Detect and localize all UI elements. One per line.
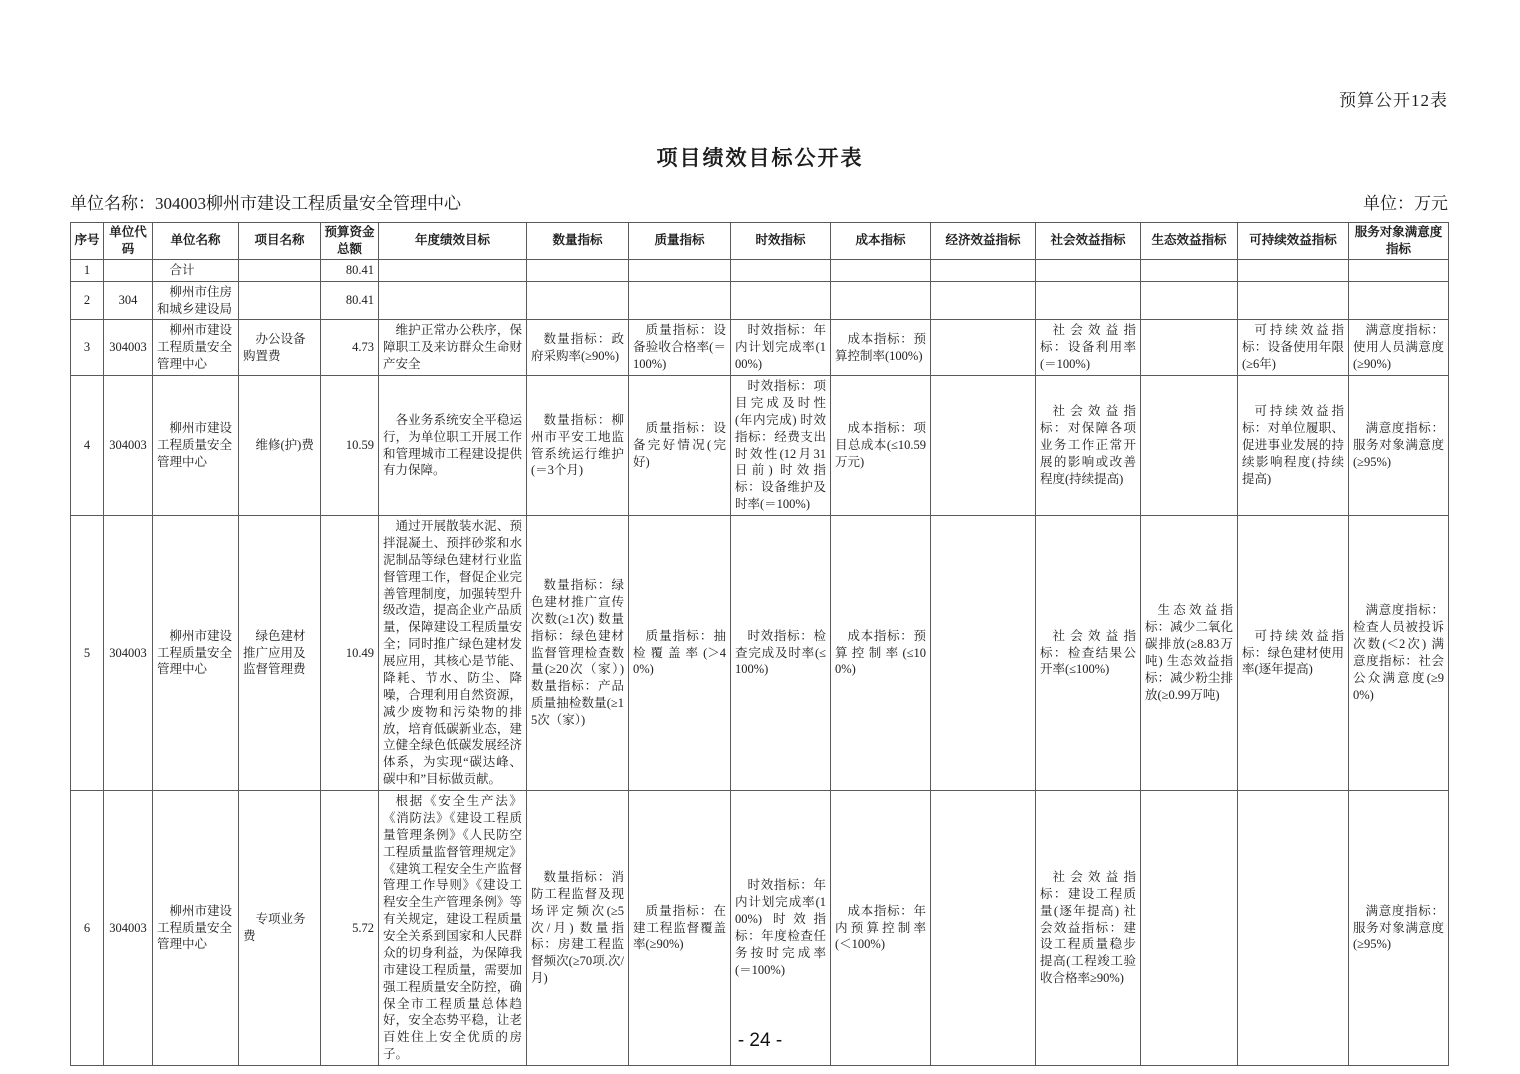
cell-target [379, 259, 527, 281]
cell-unit: 柳州市建设工程质量安全管理中心 [153, 516, 239, 791]
cell-project [239, 259, 321, 281]
col-header-social-benefit: 社会效益指标 [1036, 223, 1141, 260]
cell-cost [831, 259, 931, 281]
cell-cost: 成本指标：预算控制率(≤100%) [831, 516, 931, 791]
cell-quality [629, 259, 731, 281]
cell-seq: 3 [71, 320, 104, 376]
cell-social: 社会效益指标：对保障各项业务工作正常开展的影响或改善程度(持续提高) [1036, 376, 1141, 516]
col-header-cost: 成本指标 [831, 223, 931, 260]
cell-economic [931, 376, 1036, 516]
cell-eco: 生态效益指标：减少二氧化碳排放(≥8.83万吨) 生态效益指标：减少粉尘排放(≥0.99万吨) [1141, 516, 1238, 791]
col-header-economic-benefit: 经济效益指标 [931, 223, 1036, 260]
cell-satisfaction: 满意度指标：检查人员被投诉次数(＜2次) 满意度指标：社会公众满意度(≥90%) [1349, 516, 1449, 791]
cell-eco [1141, 281, 1238, 320]
cell-time: 时效指标：年内计划完成率(100%) 时效指标：年度检查任务按时完成率(＝100%) [731, 791, 831, 1066]
cell-quality: 质量指标：抽检覆盖率(＞40%) [629, 516, 731, 791]
table-body [71, 259, 1449, 1065]
table-row [71, 281, 1449, 320]
col-header-quantity: 数量指标 [527, 223, 629, 260]
cell-code: 304003 [104, 320, 153, 376]
cell-time [731, 259, 831, 281]
cell-budget: 5.72 [321, 791, 379, 1066]
cell-cost: 成本指标：项目总成本(≤10.59万元) [831, 376, 931, 516]
cell-unit: 柳州市住房和城乡建设局 [153, 281, 239, 320]
page-title: 项目绩效目标公开表 [656, 146, 864, 170]
sheet-label: 预算公开12表 [1339, 91, 1448, 110]
meta-row [70, 189, 1448, 214]
money-unit-label: 单位：万元 [1363, 194, 1448, 213]
table-row [71, 259, 1449, 281]
cell-code: 304 [104, 281, 153, 320]
col-header-annual-target: 年度绩效目标 [379, 223, 527, 260]
cell-budget: 10.49 [321, 516, 379, 791]
cell-unit: 柳州市建设工程质量安全管理中心 [153, 376, 239, 516]
table-row [71, 791, 1449, 1066]
cell-satisfaction: 满意度指标：使用人员满意度(≥90%) [1349, 320, 1449, 376]
cell-unit: 柳州市建设工程质量安全管理中心 [153, 320, 239, 376]
cell-economic [931, 259, 1036, 281]
cell-social: 社会效益指标：建设工程质量(逐年提高) 社会效益指标：建设工程质量稳步提高(工程竣工验收合格率≥90%) [1036, 791, 1141, 1066]
page-number: - 24 - [737, 1030, 783, 1051]
cell-seq: 5 [71, 516, 104, 791]
col-header-sustainable-benefit: 可持续效益指标 [1238, 223, 1349, 260]
cell-quality: 质量指标：在建工程监督覆盖率(≥90%) [629, 791, 731, 1066]
cell-time: 时效指标：年内计划完成率(100%) [731, 320, 831, 376]
cell-cost: 成本指标：年内预算控制率(＜100%) [831, 791, 931, 1066]
col-header-timeliness: 时效指标 [731, 223, 831, 260]
cell-eco [1141, 320, 1238, 376]
cell-project: 办公设备购置费 [239, 320, 321, 376]
cell-budget: 10.59 [321, 376, 379, 516]
cell-quantity [527, 281, 629, 320]
col-header-unit-name: 单位名称 [153, 223, 239, 260]
cell-satisfaction [1349, 259, 1449, 281]
performance-target-table [70, 222, 1449, 1066]
cell-seq: 2 [71, 281, 104, 320]
cell-budget: 80.41 [321, 281, 379, 320]
col-header-satisfaction: 服务对象满意度指标 [1349, 223, 1449, 260]
table-header [71, 223, 1449, 260]
cell-target: 通过开展散装水泥、预拌混凝土、预拌砂浆和水泥制品等绿色建材行业监督管理工作，督促企业完善管理制度，加强转型升级改造，提高企业产品质量，保障建设工程质量安全；同时推广绿色建材发展应用，其核心是节能、降耗、节水、防尘、降噪，合理利用自然资源，减少废物和污染物的排放，培育低碳新业态，建立健全绿色低碳发展经济体系，为实现“碳达峰、碳中和”目标做贡献。 [379, 516, 527, 791]
cell-quality: 质量指标：设备完好情况(完好) [629, 376, 731, 516]
cell-economic [931, 281, 1036, 320]
cell-cost: 成本指标：预算控制率(100%) [831, 320, 931, 376]
cell-budget: 80.41 [321, 259, 379, 281]
cell-unit: 柳州市建设工程质量安全管理中心 [153, 791, 239, 1066]
cell-unit: 合计 [153, 259, 239, 281]
cell-time [731, 281, 831, 320]
cell-satisfaction: 满意度指标：服务对象满意度(≥95%) [1349, 376, 1449, 516]
header-row [71, 223, 1449, 260]
cell-time: 时效指标：项目完成及时性(年内完成) 时效指标：经费支出时效性(12月31日前) 时效指标：设备维护及时率(＝100%) [731, 376, 831, 516]
cell-target: 各业务系统安全平稳运行，为单位职工开展工作和管理城市工程建设提供有力保障。 [379, 376, 527, 516]
cell-economic [931, 791, 1036, 1066]
cell-seq: 4 [71, 376, 104, 516]
cell-seq: 6 [71, 791, 104, 1066]
table-row [71, 516, 1449, 791]
cell-social: 社会效益指标：设备利用率(＝100%) [1036, 320, 1141, 376]
cell-budget: 4.73 [321, 320, 379, 376]
cell-quality [629, 281, 731, 320]
col-header-unit-code: 单位代码 [104, 223, 153, 260]
cell-satisfaction [1349, 281, 1449, 320]
col-header-project-name: 项目名称 [239, 223, 321, 260]
cell-quantity: 数量指标：绿色建材推广宣传次数(≥1次) 数量指标：绿色建材监督管理检查数量(≥20次（家）) 数量指标：产品质量抽检数量(≥15次（家）) [527, 516, 629, 791]
cell-time: 时效指标：检查完成及时率(≤100%) [731, 516, 831, 791]
cell-quantity: 数量指标：柳州市平安工地监管系统运行维护(＝3个月) [527, 376, 629, 516]
cell-sustain: 可持续效益指标：绿色建材使用率(逐年提高) [1238, 516, 1349, 791]
cell-eco [1141, 376, 1238, 516]
cell-project: 专项业务费 [239, 791, 321, 1066]
cell-social: 社会效益指标：检查结果公开率(≤100%) [1036, 516, 1141, 791]
cell-sustain: 可持续效益指标：设备使用年限(≥6年) [1238, 320, 1349, 376]
cell-sustain [1238, 281, 1349, 320]
cell-satisfaction: 满意度指标：服务对象满意度(≥95%) [1349, 791, 1449, 1066]
cell-eco [1141, 791, 1238, 1066]
cell-target: 维护正常办公秩序，保障职工及来访群众生命财产安全 [379, 320, 527, 376]
cell-cost [831, 281, 931, 320]
cell-code: 304003 [104, 791, 153, 1066]
cell-quantity: 数量指标：消防工程监督及现场评定频次(≥5次/月) 数量指标：房建工程监督频次(≥70项.次/月) [527, 791, 629, 1066]
cell-project [239, 281, 321, 320]
cell-target: 根据《安全生产法》《消防法》《建设工程质量管理条例》《人民防空工程质量监督管理规定》《建筑工程安全生产监督管理工作导则》《建设工程安全生产管理条例》等有关规定，建设工程质量安全关系到国家和人民群众的切身利益，为保障我市建设工程质量，需要加强工程质量安全防控，确保全市工程质量总体趋好，安全态势平稳，让老百姓住上安全优质的房子。 [379, 791, 527, 1066]
cell-project: 维修(护)费 [239, 376, 321, 516]
unit-name-label: 单位名称：304003柳州市建设工程质量安全管理中心 [70, 194, 461, 213]
col-header-seq: 序号 [71, 223, 104, 260]
cell-project: 绿色建材推广应用及监督管理费 [239, 516, 321, 791]
col-header-quality: 质量指标 [629, 223, 731, 260]
cell-quantity [527, 259, 629, 281]
cell-social [1036, 259, 1141, 281]
cell-eco [1141, 259, 1238, 281]
cell-seq: 1 [71, 259, 104, 281]
col-header-budget-total: 预算资金总额 [321, 223, 379, 260]
cell-sustain [1238, 791, 1349, 1066]
table-row [71, 376, 1449, 516]
cell-code: 304003 [104, 516, 153, 791]
cell-target [379, 281, 527, 320]
table-row [71, 320, 1449, 376]
cell-economic [931, 516, 1036, 791]
cell-code: 304003 [104, 376, 153, 516]
cell-sustain [1238, 259, 1349, 281]
cell-sustain: 可持续效益指标：对单位履职、促进事业发展的持续影响程度(持续提高) [1238, 376, 1349, 516]
cell-quantity: 数量指标：政府采购率(≥90%) [527, 320, 629, 376]
cell-quality: 质量指标：设备验收合格率(＝100%) [629, 320, 731, 376]
col-header-eco-benefit: 生态效益指标 [1141, 223, 1238, 260]
cell-economic [931, 320, 1036, 376]
cell-social [1036, 281, 1141, 320]
cell-code [104, 259, 153, 281]
